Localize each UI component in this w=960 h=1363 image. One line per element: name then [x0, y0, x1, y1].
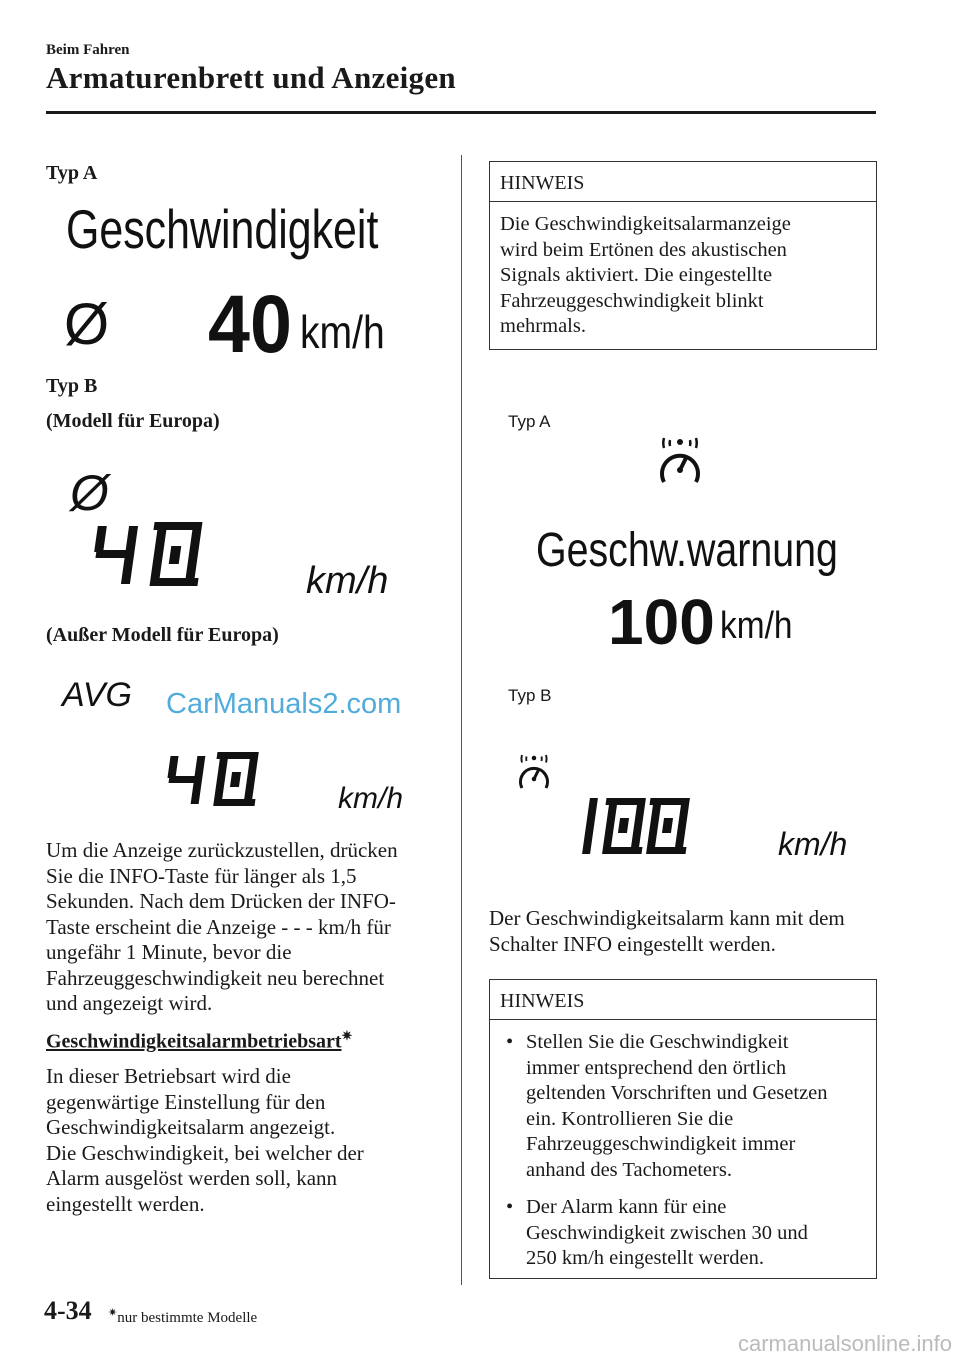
speed-unit: km/h — [300, 306, 385, 358]
speed-value: 100 — [608, 586, 715, 658]
speed-unit: km/h — [778, 826, 848, 862]
avg-text: AVG — [62, 676, 132, 714]
header-rule — [46, 111, 876, 114]
setting-paragraph: Der Geschwindigkeitsalarm kann mit dem Schalter INFO eingestellt werden. — [489, 906, 845, 956]
display-heading: Geschw.warnung — [536, 524, 838, 577]
typ-b-label: Typ B — [46, 375, 98, 397]
speed-unit: km/h — [338, 782, 404, 815]
note-box — [489, 161, 877, 350]
alarm-mode-heading: Geschwindigkeitsalarmbetriebsart✷ — [46, 1028, 353, 1053]
section-label: Beim Fahren — [46, 42, 130, 58]
site-watermark: carmanualsonline.info — [737, 1331, 952, 1356]
speed-alarm-icon — [516, 752, 552, 794]
segment-value-40 — [92, 522, 204, 586]
speed-unit: km/h — [720, 605, 793, 647]
non-europe-label: (Außer Modell für Europa) — [46, 624, 279, 646]
column-divider — [461, 155, 462, 1285]
typ-a-label: Typ A — [46, 162, 98, 184]
page-title: Armaturenbrett und Anzeigen — [46, 60, 456, 95]
speed-value: 40 — [208, 279, 292, 370]
typ-a-label: Typ A — [508, 412, 551, 431]
footnote: ✷nur bestimmte Modelle — [108, 1307, 258, 1326]
europe-label: (Modell für Europa) — [46, 410, 220, 432]
typ-b-label: Typ B — [508, 686, 552, 705]
segment-value-100 — [584, 798, 690, 854]
alarm-mode-paragraph: In dieser Betriebsart wird die gegenwärtige Einstellung für den Geschwindigkeitsalarm angezeigt. Die Geschwindigkeit, bei welcher der Alarm ausgelöst werden soll, kann eingestellt werden. — [46, 1064, 364, 1216]
display-heading: Geschwindigkeit — [66, 198, 379, 260]
note-box — [489, 979, 877, 1279]
speed-unit: km/h — [306, 560, 389, 602]
speed-alarm-icon — [656, 436, 704, 488]
note-header: HINWEIS — [490, 980, 876, 1020]
segment-value-40 — [165, 752, 265, 806]
note-list — [490, 1020, 876, 1272]
note-bullet-item: • Der Alarm kann für eine Geschwindigkeit zwischen 30 und 250 km/h eingestellt werden. — [506, 1196, 808, 1269]
note-header: HINWEIS — [490, 162, 876, 202]
page-number: 4-34 — [44, 1296, 92, 1325]
reset-paragraph: Um die Anzeige zurückzustellen, drücken Sie die INFO-Taste für länger als 1,5 Sekunden. Nach dem Drücken der INFO- Taste erscheint die Anzeige - - - km/h für ungefähr 1 Minute, bevor die Fahrzeuggeschwindigkeit neu berechnet und angezeigt wird. — [46, 838, 398, 1015]
avg-symbol: Ø — [64, 292, 110, 357]
avg-symbol: Ø — [70, 465, 109, 521]
note-text: Die Geschwindigkeitsalarmanzeige wird beim Ertönen des akustischen Signals aktiviert. Die eingestellte Fahrzeuggeschwindigkeit blinkt mehrmals. — [500, 213, 791, 337]
watermark: CarManuals2.com — [166, 688, 402, 720]
note-bullet-item: • Stellen Sie die Geschwindigkeit immer entsprechend den örtlich geltenden Vorschriften und Gesetzen ein. Kontrollieren Sie die Fahrzeuggeschwindigkeit immer anhand des Tachometers. — [506, 1031, 828, 1181]
